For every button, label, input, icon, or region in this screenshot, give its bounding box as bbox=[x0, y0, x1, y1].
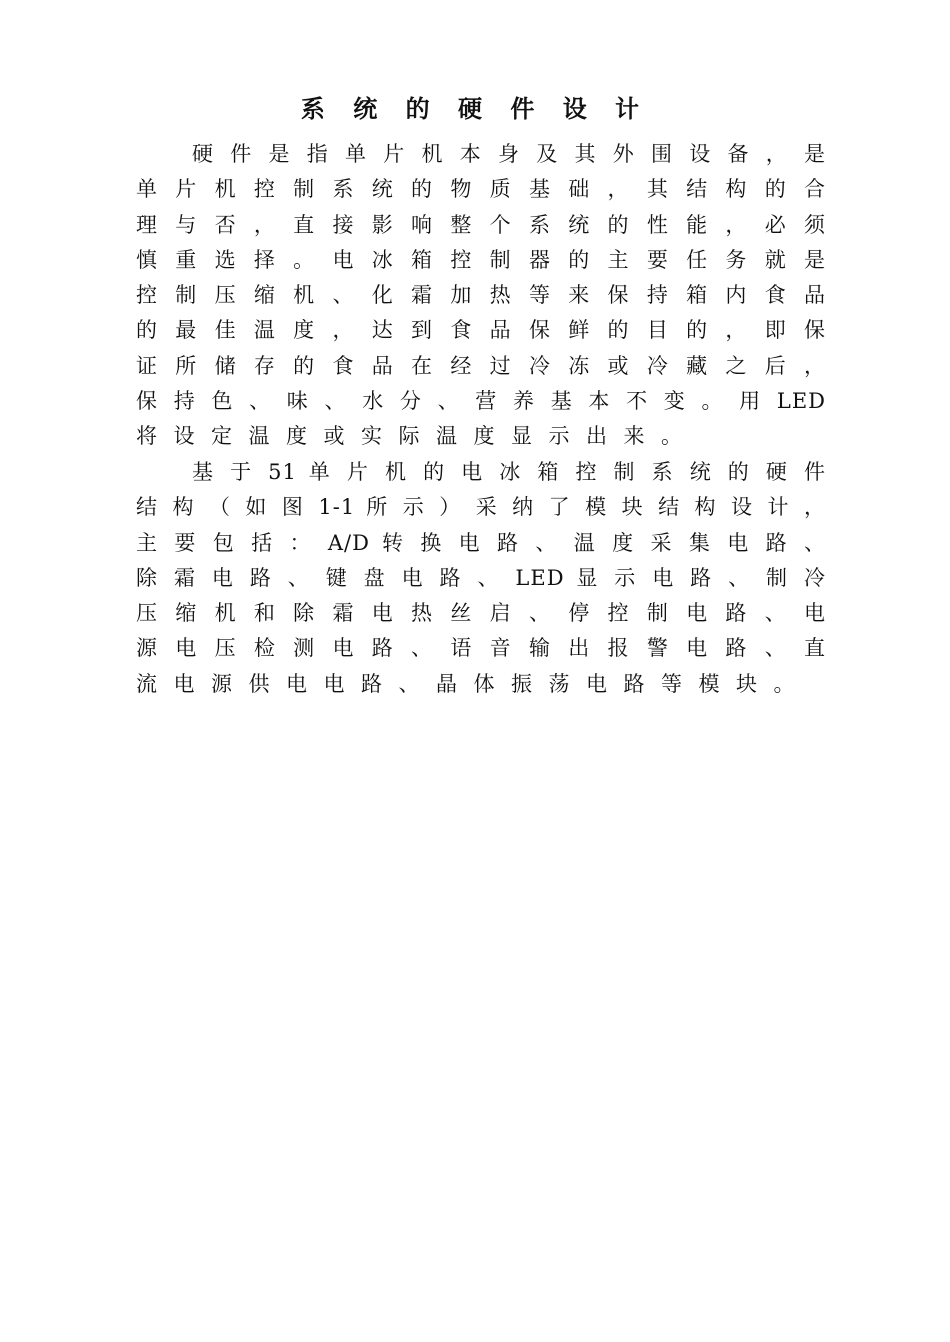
paragraph-line: 除 霜 电 路 、 键 盘 电 路 、 LED 显 示 电 路 、 制 冷 bbox=[136, 565, 826, 590]
paragraph-line: 单 片 机 控 制 系 统 的 物 质 基 础 ， 其 结 构 的 合 bbox=[136, 177, 826, 202]
paragraph-line: 慎 重 选 择 。 电 冰 箱 控 制 器 的 主 要 任 务 就 是 bbox=[136, 247, 826, 272]
paragraph-line: 的 最 佳 温 度 ， 达 到 食 品 保 鲜 的 目 的 ， 即 保 bbox=[136, 318, 826, 343]
paragraph-line: 控 制 压 缩 机 、 化 霜 加 热 等 来 保 持 箱 内 食 品 bbox=[136, 283, 826, 308]
paragraph-line: 压 缩 机 和 除 霜 电 热 丝 启 、 停 控 制 电 路 、 电 bbox=[136, 601, 826, 626]
paragraph-line: 主 要 包 括 ： A/D 转 换 电 路 、 温 度 采 集 电 路 、 bbox=[136, 530, 826, 555]
paragraph-line: 理 与 否 ， 直 接 影 响 整 个 系 统 的 性 能 ， 必 须 bbox=[136, 212, 826, 237]
paragraph-line: 流电源供电电路、晶体振荡电路等模块。 bbox=[136, 671, 811, 696]
paragraph-line: 证 所 储 存 的 食 品 在 经 过 冷 冻 或 冷 藏 之 后 ， bbox=[136, 353, 826, 378]
paragraph-line: 结 构 （ 如 图 1-1 所 示 ） 采 纳 了 模 块 结 构 设 计 ， bbox=[136, 495, 826, 520]
paragraph-line: 保 持 色 、 味 、 水 分 、 营 养 基 本 不 变 。 用 LED bbox=[136, 389, 826, 414]
paragraph-line: 硬 件 是 指 单 片 机 本 身 及 其 外 围 设 备 ， 是 bbox=[192, 142, 826, 166]
section-title: 系 统 的 硬 件 设 计 bbox=[300, 94, 650, 123]
paragraph-hardware-intro bbox=[136, 137, 826, 455]
paragraph-line: 源 电 压 检 测 电 路 、 语 音 输 出 报 警 电 路 、 直 bbox=[136, 636, 826, 661]
paragraph-hardware-structure bbox=[136, 455, 826, 702]
paragraph-line: 将设定温度或实际温度显示出来。 bbox=[136, 424, 699, 449]
paragraph-line: 基 于 51 单 片 机 的 电 冰 箱 控 制 系 统 的 硬 件 bbox=[192, 460, 826, 484]
